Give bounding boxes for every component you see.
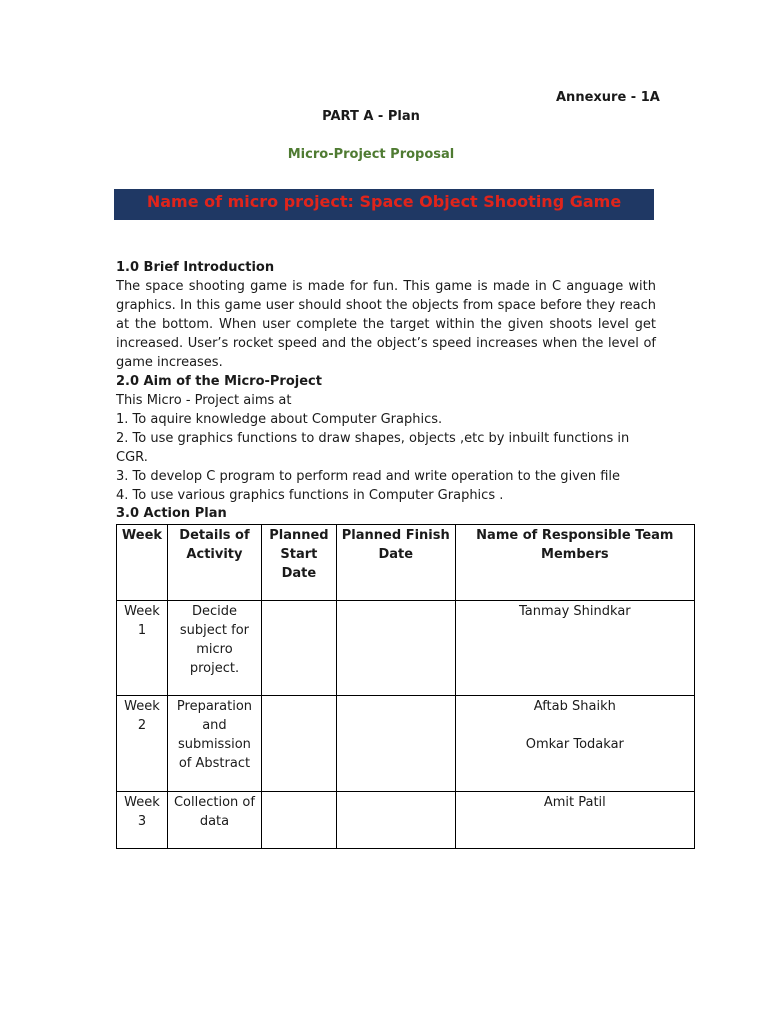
table-row (117, 696, 695, 792)
finish-date-cell (336, 601, 455, 696)
start-date-cell (261, 696, 336, 792)
aim-lead: This Micro - Project aims at (116, 393, 292, 408)
finish-date-cell (336, 696, 455, 792)
col-header-finish: Planned Finish Date (336, 525, 455, 601)
members-cell (455, 696, 694, 792)
annexure-label: Annexure - 1A (556, 90, 660, 105)
aim-heading: 2.0 Aim of the Micro-Project (116, 374, 322, 389)
member-name: Omkar Todakar (525, 737, 624, 752)
activity-cell: Collection of data (167, 792, 261, 849)
members-cell (455, 601, 694, 696)
part-title: PART A - Plan (322, 109, 420, 124)
project-name-text: Name of micro project: Space Object Shooting Game (146, 192, 622, 211)
aim-item: 3. To develop C program to perform read and write operation to the given file (116, 469, 621, 484)
col-header-activity: Details of Activity (167, 525, 261, 601)
table-row (117, 792, 695, 849)
intro-section (116, 258, 656, 372)
aim-item: 2. To use graphics functions to draw shapes, objects ,etc by inbuilt functions in CGR. (116, 431, 630, 465)
activity-cell: Preparation and submission of Abstract (167, 696, 261, 792)
members-cell (455, 792, 694, 849)
finish-date-cell (336, 792, 455, 849)
col-header-week: Week (117, 525, 168, 601)
aim-section (116, 372, 656, 505)
aim-item: 4. To use various graphics functions in Computer Graphics . (116, 488, 504, 503)
col-header-start: Planned Start Date (261, 525, 336, 601)
action-plan-section (116, 504, 656, 523)
start-date-cell (261, 792, 336, 849)
project-name-banner (114, 189, 654, 220)
intro-body: The space shooting game is made for fun. This game is made in C anguage with graphics. In this game user should shoot the objects from space before they reach at the bottom. When user complete the target within the given shoots level get increased. User’s rocket speed and the object’s speed increases when the level of game increases. (116, 279, 656, 370)
col-header-members: Name of Responsible Team Members (455, 525, 694, 601)
member-name: Aftab Shaikh (533, 699, 616, 714)
week-cell: Week 3 (117, 792, 168, 849)
table-row (117, 601, 695, 696)
member-name: Amit Patil (543, 795, 606, 810)
intro-heading: 1.0 Brief Introduction (116, 260, 275, 275)
member-name: Tanmay Shindkar (518, 604, 631, 619)
table-header-row (117, 525, 695, 601)
action-plan-table (116, 524, 695, 849)
activity-cell: Decide subject for micro project. (167, 601, 261, 696)
action-plan-heading: 3.0 Action Plan (116, 506, 227, 521)
week-cell: Week 1 (117, 601, 168, 696)
proposal-title: Micro-Project Proposal (287, 147, 455, 162)
aim-item: 1. To aquire knowledge about Computer Graphics. (116, 412, 443, 427)
start-date-cell (261, 601, 336, 696)
week-cell: Week 2 (117, 696, 168, 792)
